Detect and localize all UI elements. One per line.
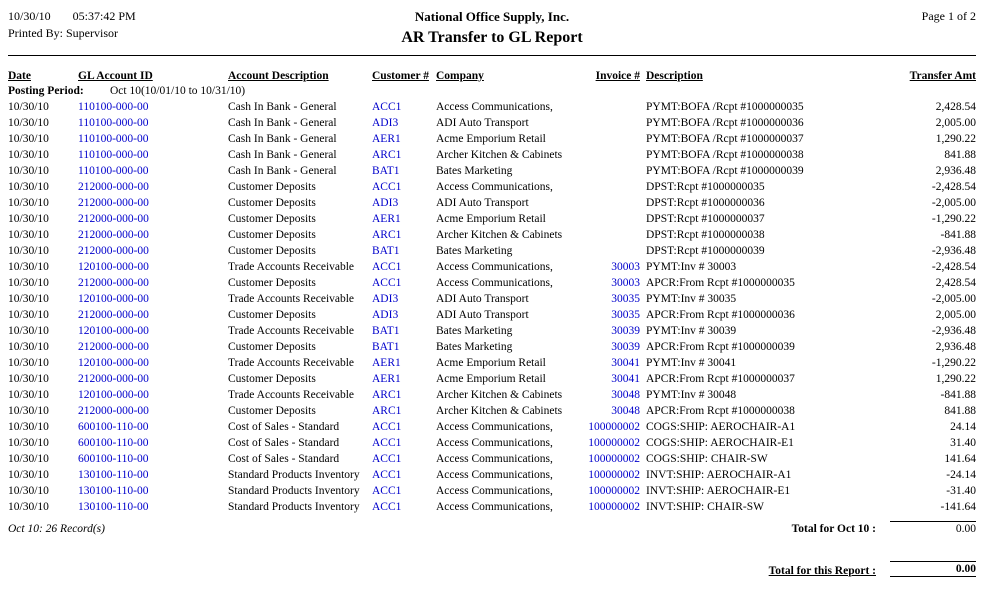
customer-number-link[interactable]: BAT1	[372, 245, 400, 257]
invoice-number-link[interactable]: 100000002	[588, 501, 640, 513]
row-date: 10/30/10	[8, 245, 49, 257]
row-date: 10/30/10	[8, 501, 49, 513]
transaction-description-cell: APCR:From Rcpt #1000000038	[646, 405, 795, 417]
account-description-cell: Customer Deposits	[228, 405, 316, 417]
account-description-cell: Trade Accounts Receivable	[228, 325, 355, 337]
row-date: 10/30/10	[8, 437, 49, 449]
customer-number-link[interactable]: ACC1	[372, 277, 402, 289]
gl-account-id-link[interactable]: 110100-000-00	[78, 149, 149, 161]
row-date: 10/30/10	[8, 341, 49, 353]
gl-account-id-link[interactable]: 110100-000-00	[78, 165, 149, 177]
company-cell: Access Communications,	[436, 469, 553, 481]
transaction-description-cell: PYMT:BOFA /Rcpt #1000000038	[646, 149, 804, 161]
customer-number-link[interactable]: AER1	[372, 357, 401, 369]
transfer-amount-cell: 2,428.54	[935, 277, 976, 289]
customer-number-link[interactable]: ACC1	[372, 101, 402, 113]
company-cell: Access Communications,	[436, 437, 553, 449]
transaction-description-cell: APCR:From Rcpt #1000000037	[646, 373, 795, 385]
invoice-number-link[interactable]: 30039	[611, 325, 640, 337]
company-cell: Access Communications,	[436, 453, 553, 465]
col-header-description: Description	[646, 70, 703, 82]
company-cell: Acme Emporium Retail	[436, 357, 546, 369]
col-header-date: Date	[8, 70, 31, 82]
table-row	[8, 275, 976, 291]
gl-account-id-link[interactable]: 212000-000-00	[78, 197, 149, 209]
table-row	[8, 195, 976, 211]
table-row	[8, 451, 976, 467]
account-description-cell: Standard Products Inventory	[228, 469, 360, 481]
table-row	[8, 307, 976, 323]
posting-period-value: Oct 10(10/01/10 to 10/31/10)	[110, 85, 246, 97]
table-row	[8, 419, 976, 435]
company-cell: Acme Emporium Retail	[436, 373, 546, 385]
transfer-amount-cell: 841.88	[944, 149, 976, 161]
account-description-cell: Cash In Bank - General	[228, 133, 337, 145]
company-cell: Bates Marketing	[436, 341, 513, 353]
table-row	[8, 387, 976, 403]
row-date: 10/30/10	[8, 133, 49, 145]
transfer-amount-cell: 24.14	[950, 421, 976, 433]
table-row	[8, 131, 976, 147]
table-row	[8, 403, 976, 419]
customer-number-link[interactable]: AER1	[372, 133, 401, 145]
table-rows	[8, 99, 976, 515]
transaction-description-cell: PYMT:Inv # 30041	[646, 357, 737, 369]
customer-number-link[interactable]: ACC1	[372, 181, 402, 193]
transaction-description-cell: DPST:Rcpt #1000000035	[646, 181, 765, 193]
gl-account-id-link[interactable]: 120100-000-00	[78, 261, 149, 273]
report-total-row	[8, 561, 976, 577]
transfer-amount-cell: -2,936.48	[931, 245, 976, 257]
record-count: Oct 10: 26 Record(s)	[8, 523, 105, 535]
table-row	[8, 115, 976, 131]
company-cell: Access Communications,	[436, 485, 553, 497]
gl-account-id-link[interactable]: 120100-000-00	[78, 357, 149, 369]
transaction-description-cell: PYMT:Inv # 30039	[646, 325, 737, 337]
gl-account-id-link[interactable]: 110100-000-00	[78, 117, 149, 129]
company-cell: Access Communications,	[436, 501, 553, 513]
table-row	[8, 339, 976, 355]
row-date: 10/30/10	[8, 373, 49, 385]
account-description-cell: Customer Deposits	[228, 229, 316, 241]
table-header-row	[8, 70, 976, 82]
company-cell: Access Communications,	[436, 261, 553, 273]
invoice-number-link[interactable]: 30035	[611, 293, 640, 305]
row-date: 10/30/10	[8, 469, 49, 481]
gl-account-id-link[interactable]: 600100-110-00	[78, 437, 149, 449]
table-row	[8, 483, 976, 499]
account-description-cell: Customer Deposits	[228, 245, 316, 257]
transfer-amount-cell: -1,290.22	[931, 213, 976, 225]
col-header-transfer-amt: Transfer Amt	[909, 70, 976, 82]
row-date: 10/30/10	[8, 261, 49, 273]
transaction-description-cell: PYMT:Inv # 30003	[646, 261, 737, 273]
transfer-amount-cell: -31.40	[946, 485, 976, 497]
company-cell: Acme Emporium Retail	[436, 213, 546, 225]
account-description-cell: Cost of Sales - Standard	[228, 437, 340, 449]
transaction-description-cell: DPST:Rcpt #1000000038	[646, 229, 765, 241]
company-cell: Bates Marketing	[436, 245, 513, 257]
transfer-amount-cell: 2,005.00	[935, 117, 976, 129]
customer-number-link[interactable]: ACC1	[372, 453, 402, 465]
gl-account-id-link[interactable]: 120100-000-00	[78, 293, 149, 305]
gl-account-id-link[interactable]: 212000-000-00	[78, 229, 149, 241]
row-date: 10/30/10	[8, 293, 49, 305]
page-number: Page 1 of 2	[921, 9, 976, 23]
row-date: 10/30/10	[8, 357, 49, 369]
account-description-cell: Cost of Sales - Standard	[228, 453, 340, 465]
transfer-amount-cell: -2,428.54	[931, 261, 976, 273]
company-cell: ADI Auto Transport	[436, 309, 529, 321]
transfer-amount-cell: -841.88	[940, 389, 976, 401]
transaction-description-cell: COGS:SHIP: CHAIR-SW	[646, 453, 768, 465]
company-cell: ADI Auto Transport	[436, 197, 529, 209]
col-header-company: Company	[436, 70, 484, 82]
transfer-amount-cell: -841.88	[940, 229, 976, 241]
gl-account-id-link[interactable]: 130100-110-00	[78, 485, 149, 497]
gl-account-id-link[interactable]: 212000-000-00	[78, 245, 149, 257]
row-date: 10/30/10	[8, 421, 49, 433]
transfer-amount-cell: -141.64	[940, 501, 976, 513]
gl-account-id-link[interactable]: 212000-000-00	[78, 309, 149, 321]
col-header-gl-account-id: GL Account ID	[78, 70, 153, 82]
customer-number-link[interactable]: AER1	[372, 373, 401, 385]
customer-number-link[interactable]: ARC1	[372, 405, 402, 417]
company-cell: Archer Kitchen & Cabinets	[436, 405, 563, 417]
transaction-description-cell: PYMT:BOFA /Rcpt #1000000039	[646, 165, 804, 177]
row-date: 10/30/10	[8, 229, 49, 241]
row-date: 10/30/10	[8, 485, 49, 497]
account-description-cell: Customer Deposits	[228, 197, 316, 209]
posting-period-row	[8, 83, 976, 99]
table-row	[8, 163, 976, 179]
invoice-number-link[interactable]: 100000002	[588, 421, 640, 433]
gl-account-id-link[interactable]: 120100-000-00	[78, 325, 149, 337]
gl-account-id-link[interactable]: 212000-000-00	[78, 181, 149, 193]
account-description-cell: Trade Accounts Receivable	[228, 261, 355, 273]
row-date: 10/30/10	[8, 325, 49, 337]
gl-account-id-link[interactable]: 212000-000-00	[78, 213, 149, 225]
transaction-description-cell: PYMT:BOFA /Rcpt #1000000036	[646, 117, 804, 129]
gl-account-id-link[interactable]: 600100-110-00	[78, 453, 149, 465]
customer-number-link[interactable]: ACC1	[372, 469, 402, 481]
row-date: 10/30/10	[8, 405, 49, 417]
transaction-description-cell: INVT:SHIP: AEROCHAIR-E1	[646, 485, 791, 497]
table-row	[8, 467, 976, 483]
posting-period-label: Posting Period:	[8, 85, 84, 97]
transaction-description-cell: COGS:SHIP: AEROCHAIR-E1	[646, 437, 794, 449]
invoice-number-link[interactable]: 100000002	[588, 453, 640, 465]
gl-account-id-link[interactable]: 600100-110-00	[78, 421, 149, 433]
transaction-description-cell: PYMT:BOFA /Rcpt #1000000037	[646, 133, 804, 145]
customer-number-link[interactable]: BAT1	[372, 341, 400, 353]
gl-account-id-link[interactable]: 130100-110-00	[78, 501, 149, 513]
customer-number-link[interactable]: AER1	[372, 213, 401, 225]
transfer-amount-cell: -24.14	[946, 469, 976, 481]
gl-account-id-link[interactable]: 212000-000-00	[78, 405, 149, 417]
customer-number-link[interactable]: ADI3	[372, 293, 399, 305]
transaction-description-cell: DPST:Rcpt #1000000036	[646, 197, 765, 209]
gl-account-id-link[interactable]: 130100-110-00	[78, 469, 149, 481]
row-date: 10/30/10	[8, 389, 49, 401]
table-row	[8, 371, 976, 387]
table-row	[8, 323, 976, 339]
table-row	[8, 435, 976, 451]
row-date: 10/30/10	[8, 181, 49, 193]
table-row	[8, 99, 976, 115]
company-cell: Bates Marketing	[436, 325, 513, 337]
transfer-amount-cell: -2,428.54	[931, 181, 976, 193]
transfer-amount-cell: -2,005.00	[931, 197, 976, 209]
table-row	[8, 355, 976, 371]
gl-account-id-link[interactable]: 110100-000-00	[78, 101, 149, 113]
table-row	[8, 259, 976, 275]
company-cell: Acme Emporium Retail	[436, 133, 546, 145]
print-date: 10/30/10	[8, 9, 51, 23]
customer-number-link[interactable]: ADI3	[372, 197, 399, 209]
transfer-amount-cell: 141.64	[944, 453, 976, 465]
customer-number-link[interactable]: ACC1	[372, 261, 402, 273]
report-total-amount: 0.00	[890, 561, 976, 577]
company-cell: Access Communications,	[436, 181, 553, 193]
transaction-description-cell: INVT:SHIP: CHAIR-SW	[646, 501, 764, 513]
gl-account-id-link[interactable]: 120100-000-00	[78, 389, 149, 401]
company-cell: Bates Marketing	[436, 165, 513, 177]
invoice-number-link[interactable]: 30035	[611, 309, 640, 321]
account-description-cell: Customer Deposits	[228, 277, 316, 289]
printed-by: Printed By: Supervisor	[8, 26, 118, 40]
transaction-description-cell: APCR:From Rcpt #1000000035	[646, 277, 795, 289]
invoice-number-link[interactable]: 100000002	[588, 469, 640, 481]
row-date: 10/30/10	[8, 309, 49, 321]
gl-account-id-link[interactable]: 110100-000-00	[78, 133, 149, 145]
transfer-amount-cell: 841.88	[944, 405, 976, 417]
table-row	[8, 211, 976, 227]
table-row	[8, 179, 976, 195]
customer-number-link[interactable]: ACC1	[372, 421, 402, 433]
invoice-number-link[interactable]: 100000002	[588, 485, 640, 497]
transaction-description-cell: PYMT:Inv # 30035	[646, 293, 737, 305]
company-cell: ADI Auto Transport	[436, 117, 529, 129]
report-title: AR Transfer to GL Report	[401, 29, 583, 46]
gl-account-id-link[interactable]: 212000-000-00	[78, 341, 149, 353]
col-header-customer: Customer #	[372, 70, 429, 82]
row-date: 10/30/10	[8, 277, 49, 289]
transfer-amount-cell: 2,428.54	[935, 101, 976, 113]
customer-number-link[interactable]: BAT1	[372, 325, 400, 337]
month-total-label: Total for Oct 10 :	[791, 523, 876, 535]
invoice-number-link[interactable]: 30048	[611, 389, 640, 401]
transaction-description-cell: DPST:Rcpt #1000000037	[646, 213, 765, 225]
account-description-cell: Customer Deposits	[228, 373, 316, 385]
transaction-description-cell: INVT:SHIP: AEROCHAIR-A1	[646, 469, 792, 481]
account-description-cell: Customer Deposits	[228, 213, 316, 225]
company-cell: ADI Auto Transport	[436, 293, 529, 305]
invoice-number-link[interactable]: 30039	[611, 341, 640, 353]
col-header-account-description: Account Description	[228, 70, 329, 82]
account-description-cell: Trade Accounts Receivable	[228, 357, 355, 369]
company-cell: Archer Kitchen & Cabinets	[436, 229, 563, 241]
customer-number-link[interactable]: ADI3	[372, 117, 399, 129]
customer-number-link[interactable]: ACC1	[372, 437, 402, 449]
row-date: 10/30/10	[8, 453, 49, 465]
company-cell: Archer Kitchen & Cabinets	[436, 389, 563, 401]
transfer-amount-cell: -1,290.22	[931, 357, 976, 369]
transaction-description-cell: COGS:SHIP: AEROCHAIR-A1	[646, 421, 796, 433]
row-date: 10/30/10	[8, 149, 49, 161]
month-total-row	[8, 521, 976, 535]
report-header	[8, 8, 976, 47]
customer-number-link[interactable]: ARC1	[372, 149, 402, 161]
transaction-description-cell: APCR:From Rcpt #1000000036	[646, 309, 795, 321]
invoice-number-link[interactable]: 100000002	[588, 437, 640, 449]
col-header-invoice: Invoice #	[595, 70, 640, 82]
invoice-number-link[interactable]: 30003	[611, 261, 640, 273]
gl-account-id-link[interactable]: 212000-000-00	[78, 277, 149, 289]
customer-number-link[interactable]: ACC1	[372, 485, 402, 497]
account-description-cell: Trade Accounts Receivable	[228, 389, 355, 401]
table-row	[8, 147, 976, 163]
transaction-description-cell: APCR:From Rcpt #1000000039	[646, 341, 795, 353]
transfer-amount-cell: -2,936.48	[931, 325, 976, 337]
transaction-description-cell: PYMT:Inv # 30048	[646, 389, 737, 401]
account-description-cell: Customer Deposits	[228, 181, 316, 193]
table-row	[8, 291, 976, 307]
account-description-cell: Cash In Bank - General	[228, 149, 337, 161]
invoice-number-link[interactable]: 30041	[611, 373, 640, 385]
invoice-number-link[interactable]: 30048	[611, 405, 640, 417]
transaction-description-cell: DPST:Rcpt #1000000039	[646, 245, 765, 257]
customer-number-link[interactable]: ARC1	[372, 229, 402, 241]
account-description-cell: Trade Accounts Receivable	[228, 293, 355, 305]
transfer-amount-cell: -2,005.00	[931, 293, 976, 305]
transfer-amount-cell: 2,005.00	[935, 309, 976, 321]
month-total-amount: 0.00	[890, 521, 976, 535]
row-date: 10/30/10	[8, 101, 49, 113]
customer-number-link[interactable]: BAT1	[372, 165, 400, 177]
transfer-amount-cell: 2,936.48	[935, 341, 976, 353]
account-description-cell: Cost of Sales - Standard	[228, 421, 340, 433]
table-row	[8, 499, 976, 515]
transfer-amount-cell: 2,936.48	[935, 165, 976, 177]
table-row	[8, 243, 976, 259]
customer-number-link[interactable]: ADI3	[372, 309, 399, 321]
transaction-description-cell: PYMT:BOFA /Rcpt #1000000035	[646, 101, 804, 113]
transfer-amount-cell: 31.40	[950, 437, 976, 449]
account-description-cell: Cash In Bank - General	[228, 101, 337, 113]
invoice-number-link[interactable]: 30041	[611, 357, 640, 369]
company-cell: Access Communications,	[436, 101, 553, 113]
company-cell: Archer Kitchen & Cabinets	[436, 149, 563, 161]
report-total-label: Total for this Report :	[768, 565, 876, 577]
table-row	[8, 227, 976, 243]
row-date: 10/30/10	[8, 197, 49, 209]
account-description-cell: Cash In Bank - General	[228, 165, 337, 177]
row-date: 10/30/10	[8, 213, 49, 225]
invoice-number-link[interactable]: 30003	[611, 277, 640, 289]
company-name: National Office Supply, Inc.	[414, 9, 570, 24]
row-date: 10/30/10	[8, 165, 49, 177]
customer-number-link[interactable]: ACC1	[372, 501, 402, 513]
company-cell: Access Communications,	[436, 421, 553, 433]
row-date: 10/30/10	[8, 117, 49, 129]
header-divider	[8, 55, 976, 56]
print-time: 05:37:42 PM	[72, 9, 136, 23]
company-cell: Access Communications,	[436, 277, 553, 289]
transfer-amount-cell: 1,290.22	[935, 133, 976, 145]
transfer-amount-cell: 1,290.22	[935, 373, 976, 385]
account-description-cell: Standard Products Inventory	[228, 485, 360, 497]
gl-account-id-link[interactable]: 212000-000-00	[78, 373, 149, 385]
customer-number-link[interactable]: ARC1	[372, 389, 402, 401]
account-description-cell: Standard Products Inventory	[228, 501, 360, 513]
account-description-cell: Customer Deposits	[228, 309, 316, 321]
account-description-cell: Cash In Bank - General	[228, 117, 337, 129]
account-description-cell: Customer Deposits	[228, 341, 316, 353]
